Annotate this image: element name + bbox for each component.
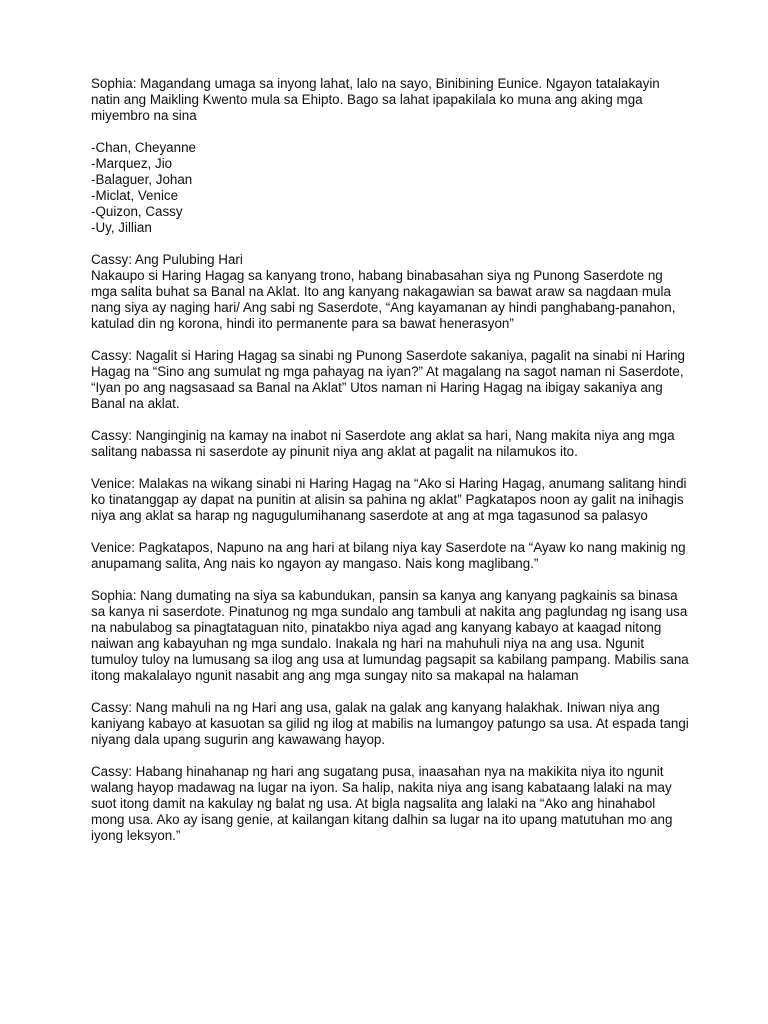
story-paragraph: Cassy: Nang mahuli na ng Hari ang usa, galak na galak ang kanyang halakhak. Iniwan niya ang kaniyang kabayo at kasuotan sa gilid ng ilog at mabilis na lumangoy patungo sa usa. At espada tangi niyang dala upang sugurin ang kawawang hayop.	[91, 700, 689, 747]
story-paragraph: Sophia: Nang dumating na siya sa kabundukan, pansin sa kanya ang kanyang pagkainis sa binasa sa kanya ni saserdote. Pinatunog ng mga sundalo ang tambuli at nakita ang paglundag ng isang usa na nabulabog sa pinagtataguan nito, pinatakbo niya agad ang kanyang kabayo at kaagad nitong naiwan ang kabayuhan ng mga sundalo. Inakala ng hari na mahuhuli niya na ang usa. Ngunit tumuloy tuloy na lumusang sa ilog ang usa at lumundag pagsapit sa kabilang pampang. Mabilis sana itong makalalayo ngunit nasabit ang ang mga sungay nito sa makapal na halaman	[91, 588, 689, 683]
member-list	[91, 140, 691, 236]
document-page	[91, 76, 691, 860]
story-paragraph: Cassy: Nanginginig na kamay na inabot ni Saserdote ang aklat sa hari, Nang makita niya ang mga salitang nabassa ni saserdote ay pinunit niya ang aklat at pagalit na nilamukos ito.	[91, 428, 675, 459]
story-paragraph: Venice: Pagkatapos, Napuno na ang hari at bilang niya kay Saserdote na “Ayaw ko nang makinig ng anupamang salita, Ang nais ko ngayon ay mangaso. Nais kong maglibang.”	[91, 540, 686, 571]
member-item: -Quizon, Cassy	[91, 204, 183, 219]
story-paragraph: Cassy: Habang hinahanap ng hari ang sugatang pusa, inaasahan nya na makikita niya ito ngunit walang hayop madawag na lugar na iyon. Sa halip, nakita niya ang isang kabataang lalaki na may suot itong damit na kakulay ng balat ng usa. At bigla nagsalita ang lalaki na “Ako ang hinahabol mong usa. Ako ay isang genie, at kailangan kitang dalhin sa lugar na ito upang matutuhan mo ang iyong leksyon.”	[91, 764, 673, 843]
story-paragraph: Cassy: Ang Pulubing Hari Nakaupo si Haring Hagag sa kanyang trono, habang binabasahan siya ng Punong Saserdote ng mga salita buhat sa Banal na Aklat. Ito ang kanyang nakagawian sa bawat araw sa nagdaan mula nang siya ay naging hari/ Ang sabi ng Saserdote, “Ang kayamanan ay hindi panghabang-panahon, katulad din ng korona, hindi ito permanente para sa bawat henerasyon”	[91, 252, 676, 331]
story-paragraph: Venice: Malakas na wikang sinabi ni Haring Hagag na “Ako si Haring Hagag, anumang salitang hindi ko tinatanggap ay dapat na punitin at alisin sa pahina ng aklat” Pagkatapos noon ay galit na inihagis niya ang aklat sa harap ng nagugulumihanang saserdote at ang at mga tagasunod sa palasyo	[91, 476, 687, 523]
member-item: -Chan, Cheyanne	[91, 140, 196, 155]
story-paragraph: Cassy: Nagalit si Haring Hagag sa sinabi ng Punong Saserdote sakaniya, pagalit na sinabi ni Haring Hagag na “Sino ang sumulat ng mga pahayag na iyan?” At magalang na sagot naman ni Saserdote, “Iyan po ang nagsasaad sa Banal na Aklat” Utos naman ni Haring Hagag na ibigay sakaniya ang Banal na aklat.	[91, 348, 686, 411]
member-item: -Uy, Jillian	[91, 220, 152, 235]
member-item: -Miclat, Venice	[91, 188, 179, 203]
member-item: -Balaguer, Johan	[91, 172, 193, 187]
member-item: -Marquez, Jio	[91, 156, 173, 171]
intro-paragraph: Sophia: Magandang umaga sa inyong lahat, lalo na sayo, Binibining Eunice. Ngayon tatalakayin natin ang Maikling Kwento mula sa Ehipto. Bago sa lahat ipapakilala ko muna ang aking mga miyembro na sina	[91, 76, 660, 123]
